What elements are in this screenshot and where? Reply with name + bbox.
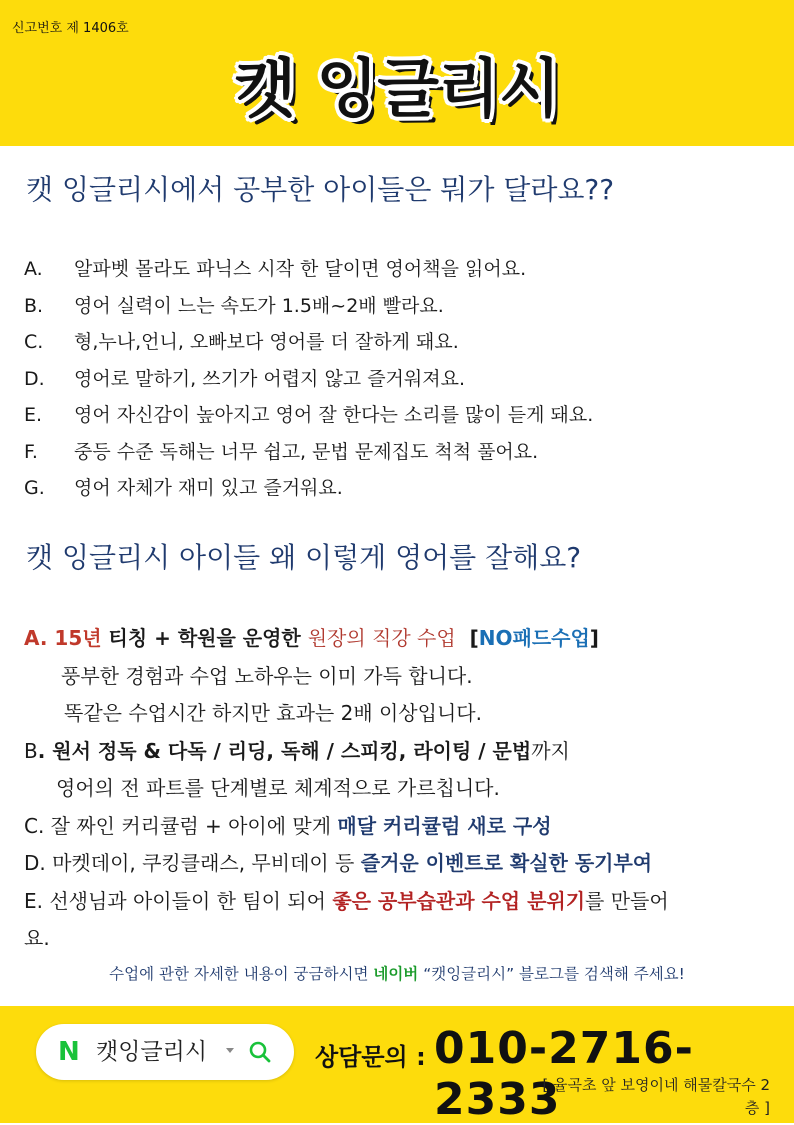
reason-b-letter: B [24,738,38,763]
list-letter: F. [24,440,38,463]
reason-a-years: 15년 [54,626,102,650]
search-box[interactable] [36,1024,294,1080]
address-line1: [ 율곡초 앞 보영이네 해물칼국수 2 [542,1076,770,1094]
address [470,1074,770,1120]
list-item [24,434,593,471]
note-pre: 수업에 관한 자세한 내용이 궁금하시면 [109,965,374,983]
list-text: 형,누나,언니, 오빠보다 영어를 더 잘하게 돼요. [74,331,459,353]
search-icon[interactable] [248,1040,272,1064]
page-title: 캣 잉글리시 [234,53,560,127]
list-item [24,470,593,507]
consult-label: 상담문의 : [315,1043,426,1071]
reason-c [24,808,784,846]
reason-a-letter: A. [24,626,48,650]
list-item [24,361,593,398]
list-letter: E. [24,404,43,426]
section1-question: 캣 잉글리시에서 공부한 아이들은 뭐가 달라요?? [26,173,615,206]
reason-b-bold: . 원서 정독 & 다독 / 리딩, 독해 / 스피킹, 라이팅 / 문법 [37,738,532,763]
list-text: 알파벳 몰라도 파닉스 시작 한 달이면 영어책을 읽어요. [74,258,527,280]
reason-e [24,883,784,921]
list-letter: D. [24,367,45,390]
reason-b [24,733,784,771]
list-item [24,251,593,288]
reason-a-tag-open: [ [469,626,479,650]
phone-number: 010-2716-2333 [434,1023,694,1125]
list-item [24,324,593,361]
benefits-list [24,251,593,507]
list-text: 영어 자신감이 높아지고 영어 잘 한다는 소리를 많이 듣게 돼요. [74,404,594,426]
reason-a [24,620,784,658]
list-text: 영어로 말하기, 쓰기가 어렵지 않고 즐거워져요. [74,367,466,390]
list-item [24,288,593,325]
reason-d-text: D. 마켓데이, 쿠킹클래스, 무비데이 등 [24,851,361,875]
reason-a-line3: 똑같은 수업시간 하지만 효과는 2배 이상입니다. [64,701,482,725]
reason-d-bold: 즐거운 이벤트로 확실한 동기부여 [360,851,653,875]
reason-e-text: E. 선생님과 아이들이 한 팀이 되어 [24,888,333,913]
reason-a-line2: 풍부한 경험과 수업 노하우는 이미 가득 합니다. [61,663,473,688]
reason-b-line2: 영어의 전 파트를 단계별로 체계적으로 가르칩니다. [56,776,500,800]
list-text: 중등 수준 독해는 너무 쉽고, 문법 문제집도 척척 풀어요. [74,440,539,463]
reason-a-text: 티칭 + 학원을 운영한 [101,626,308,650]
header-banner [0,0,794,146]
search-query: 캣잉글리시 [96,1039,208,1065]
list-text: 영어 실력이 느는 속도가 1.5배~2배 빨라요. [74,294,444,317]
dropdown-caret-icon[interactable] [226,1048,234,1053]
reason-a-tag-close: ] [589,626,599,650]
reasons-section [24,620,784,958]
reason-e-bold: 좋은 공부습관과 수업 분위기 [332,888,586,913]
reason-e-line2: 요. [24,926,50,950]
reason-c-text: C. 잘 짜인 커리큘럼 + 아이에 맞게 [24,813,338,838]
list-item [24,397,593,434]
note-post: “캣잉글리시” 블로그를 검색해 주세요! [418,965,685,983]
blog-note [0,962,794,984]
list-letter: C. [24,331,44,353]
list-letter: A. [24,258,43,280]
registration-number: 신고번호 제 1406호 [12,21,129,36]
naver-logo-icon: N [58,1037,80,1067]
reason-a-highlight: 원장의 직강 수업 [307,626,456,650]
reason-e-tail: 를 만들어 [585,888,669,913]
reason-d [24,845,784,883]
address-line2: 층 ] [744,1099,770,1117]
list-letter: G. [24,477,45,499]
reason-b-tail: 까지 [531,738,570,763]
note-brand: 네이버 [373,965,419,983]
list-letter: B. [24,294,44,317]
reason-c-bold: 매달 커리큘럼 새로 구성 [337,813,552,838]
section2-question: 캣 잉글리시 아이들 왜 이렇게 영어를 잘해요? [26,541,582,574]
reason-a-tag: NO패드수업 [478,626,590,650]
list-text: 영어 자체가 재미 있고 즐거워요. [74,477,343,499]
